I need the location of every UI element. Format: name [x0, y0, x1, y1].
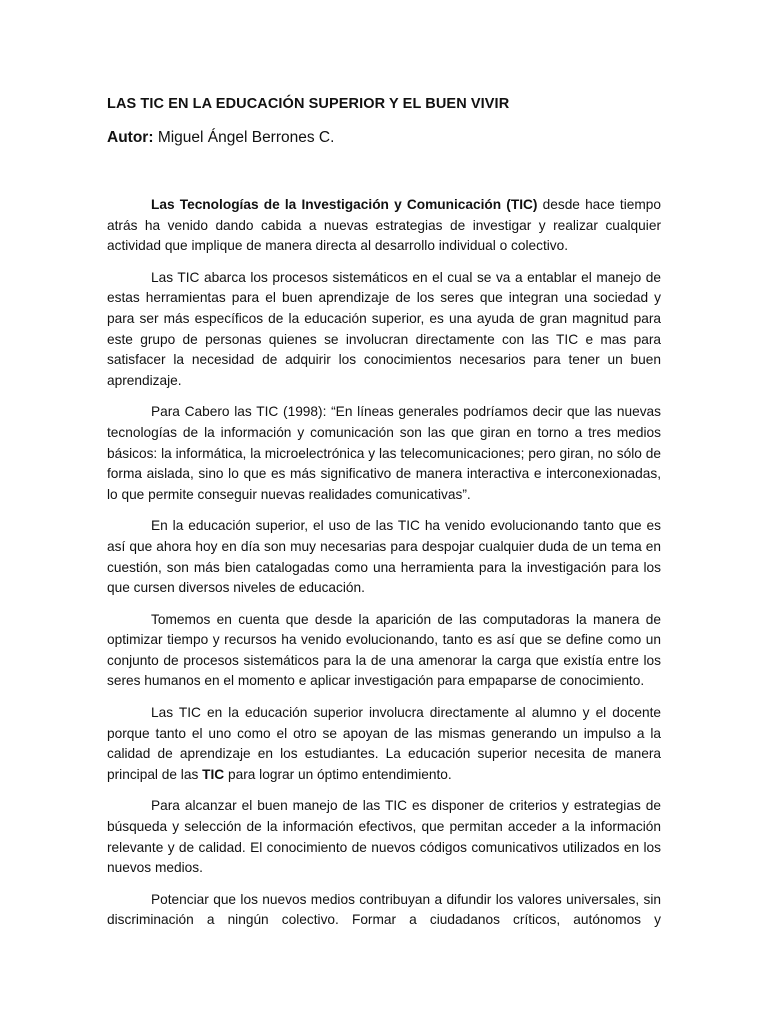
paragraph-5: Tomemos en cuenta que desde la aparición de las computadoras la manera de optimizar tiempo y recursos ha venido evolucionando, tanto es así que se define como un conjunto de procesos sistemáticos para la de una amenorar la carga que existía entre los seres humanos en el momento e aplicar investigación para empaparse de conocimiento.	[107, 611, 661, 689]
author-name: Miguel Ángel Berrones C.	[157, 129, 335, 146]
paragraph-7: Para alcanzar el buen manejo de las TIC es disponer de criterios y estrategias de búsqueda y selección de la información efectivos, que permitan acceder a la información relevante y de calidad. El conocimiento de nuevos códigos comunicativos utilizados en los nuevos medios.	[107, 798, 661, 876]
paragraph-4: En la educación superior, el uso de las TIC ha venido evolucionando tanto que es así que ahora hoy en día son muy necesarias para despojar cualquier duda de un tema en cuestión, son más bien catalogadas como una herramienta para la investigación para los que cursen diversos niveles de educación.	[107, 518, 661, 596]
paragraph-1	[107, 195, 661, 257]
paragraph-8: Potenciar que los nuevos medios contribuyan a difundir los valores universales, sin discriminación a ningún colectivo. Formar a ciudadanos críticos, autónomos y	[107, 891, 661, 928]
document-title: LAS TIC EN LA EDUCACIÓN SUPERIOR Y EL BUEN VIVIR	[107, 96, 510, 112]
paragraph-6	[107, 703, 661, 785]
author-line	[107, 127, 661, 149]
paragraph-3: Para Cabero las TIC (1998): “En líneas generales podríamos decir que las nuevas tecnologías de la información y comunicación son las que giran en torno a tres medios básicos: la informática, la microelectrónica y las telecomunicaciones; pero giran, no sólo de forma aislada, sino lo que es más significativo de manera interactiva e interconexionadas, lo que permite conseguir nuevas realidades comunicativas”.	[107, 404, 661, 502]
paragraph-1-bold-lead: Las Tecnologías de la Investigación y Comunicación (TIC)	[151, 197, 538, 212]
paragraph-1-text: desde hace tiempo atrás ha venido dando cabida a nuevas estrategias de investigar y realizar cualquier actividad que implique de manera directa al desarrollo individual o colectivo.	[107, 197, 661, 254]
document-body	[107, 195, 661, 931]
author-label: Autor:	[107, 129, 154, 146]
paragraph-6-text-before: Las TIC en la educación superior involucra directamente al alumno y el docente porque tanto el uno como el otro se apoyan de las mismas generando un impulso a la calidad de aprendizaje en los estudiantes. La educación superior necesita de manera principal de las	[107, 705, 661, 782]
paragraph-6-bold-tic: TIC	[202, 766, 225, 782]
paragraph-2: Las TIC abarca los procesos sistemáticos en el cual se va a entablar el manejo de estas herramientas para el buen aprendizaje de los seres que integran una sociedad y para ser más específicos de la educación superior, es una ayuda de gran magnitud para este grupo de personas quienes se involucran directamente con las TIC e mas para satisfacer la necesidad de adquirir los conocimientos necesarios para tener un buen aprendizaje.	[107, 269, 661, 388]
paragraph-6-text-after: para lograr un óptimo entendimiento.	[224, 766, 452, 782]
